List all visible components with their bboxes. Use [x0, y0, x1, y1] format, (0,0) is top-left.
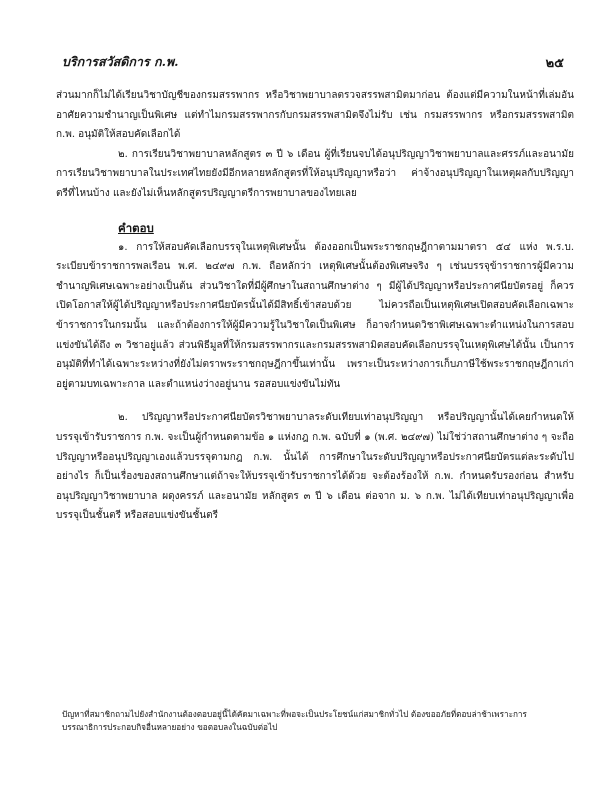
question-paragraph-1: ส่วนมากก็ไม่ได้เรียนวิชาบัญชีของกรมสรรพากร หรือวิชาพยาบาลตรวจสรรพสามิตมาก่อน ต้องแต่มีความในหน้าที่เล่มอันอาศัยความชำนาญเป็นพิเศษ แต่ทำไมกรมสรรพากรกับกรมสรรพสามิตจึงไม่รับ เช่น กรมสรรพากร หรือกรมสรรพสามิต ก.พ. อนุมัติให้สอบคัดเลือกได้	[56, 90, 574, 141]
footnote: ปัญหาที่สมาชิกถามไปยังสำนักงานต้องตอบอยู่นี้ได้คัดมาเฉพาะที่พอจะเป็นประโยชน์แก่สมาชิกทั่วไป ต้องขออภัยที่ตอบล่าช้าเพราะการบรรณาธิการประกอบกิจอื่นหลายอย่าง ขอตอบลงในฉบับต่อไป	[62, 709, 527, 732]
spacer	[56, 204, 574, 218]
question-paragraph-2: ๒. การเรียนวิชาพยาบาลหลักสูตร ๓ ปี ๖ เดือน ผู้ที่เรียนจบได้อนุปริญญาวิชาพยาบาลและศรรภ์และอนามัย การเรียนวิชาพยาบาลในประเทศไทยยังมีอีกหลายหลักสูตรที่ให้อนุปริญญาหรือว่า ค่าจ้างอนุปริญญาในเหตุผลกับปริญญาตรีที่ไหนบ้าง และยังไม่เห็นหลักสูตรปริญญาตรีการพยาบาลของไทยเลย	[56, 148, 574, 199]
spacer	[56, 394, 574, 408]
answer-heading: คำตอบ	[118, 220, 154, 235]
answer-paragraph-1: ๑. การให้สอบคัดเลือกบรรจุในเหตุพิเศษนั้น ต้องออกเป็นพระราชกฤษฎีกาตามมาตรา ๕๔ แห่ง พ.ร.บ. ระเบียบข้าราชการพลเรือน พ.ศ. ๒๔๙๗ ก.พ. ถือหลักว่า เหตุพิเศษนั้นต้องพิเศษจริง ๆ เช่นบรรจุข้าราชการผู้มีความชำนาญพิเศษเฉพาะอย่างเป็นต้น ส่วนวิชาใดที่มีผู้ศึกษาในสถานศึกษาต่าง ๆ มีผู้ได้ปริญญาหรือประกาศนียบัตรอยู่ ก็ควรเปิดโอกาสให้ผู้ได้ปริญญาหรือประกาศนียบัตรนั้นได้มีสิทธิ์เข้าสอบด้วย ไม่ควรถือเป็นเหตุพิเศษเปิดสอบคัดเลือกเฉพาะข้าราชการในกรมนั้น และถ้าต้องการให้ผู้มีความรู้ในวิชาใดเป็นพิเศษ ก็อาจกำหนดวิชาพิเศษเฉพาะตำแหน่งในการสอบแข่งขันได้ถึง ๓ วิชาอยู่แล้ว ส่วนพิธีมูลที่ให้กรมสรรพากรและกรมสรรพสามิตสอบคัดเลือกบรรจุในเหตุพิเศษได้นั้น เป็นการอนุมัติที่ทำได้เฉพาะระหว่างที่ยังไม่ตราพระราชกฤษฎีกาขึ้นเท่านั้น เพราะเป็นระหว่างการเก็บภาษีใช้พระราชกฤษฎีกาเก่าอยู่ตามบทเฉพาะกาล และตำแหน่งว่างอยู่นาน รอสอบแข่งขันไม่ทัน	[56, 241, 574, 390]
answer-paragraph-2: ๒. ปริญญาหรือประกาศนียบัตรวิชาพยาบาลระดับเทียบเท่าอนุปริญญา หรือปริญญานั้นได้เคยกำหนดให้บรรจุเข้ารับราชการ ก.พ. จะเป็นผู้กำหนดตามข้อ ๑ แห่งกฎ ก.พ. ฉบับที่ ๑ (พ.ศ. ๒๔๙๗) ไม่ใช่ว่าสถานศึกษาต่าง ๆ จะถือปริญญาหรืออนุปริญญาเองแล้วบรรจุตามกฎ ก.พ. นั้นได้ การศึกษาในระดับปริญญาหรือประกาศนียบัตรแต่ละระดับไปอย่างไร ก็เป็นเรื่องของสถานศึกษาแต่ถ้าจะให้บรรจุเข้ารับราชการได้ด้วย จะต้องร้องให้ ก.พ. กำหนดรับรองก่อน สำหรับอนุปริญญาวิชาพยาบาล ผดุงครรภ์ และอนามัย หลักสูตร ๓ ปี ๖ เดือน ต่อจาก ม. ๖ ก.พ. ไม่ได้เทียบเท่าอนุปริญญาเพื่อบรรจุเป็นชั้นตรี หรือสอบแข่งขันชั้นตรี	[56, 412, 574, 522]
running-head: บริการสวัสดิการ ก.พ.	[62, 54, 179, 69]
page-header	[62, 52, 564, 72]
document-body	[56, 86, 574, 526]
page-number: ๒๕	[545, 56, 564, 71]
